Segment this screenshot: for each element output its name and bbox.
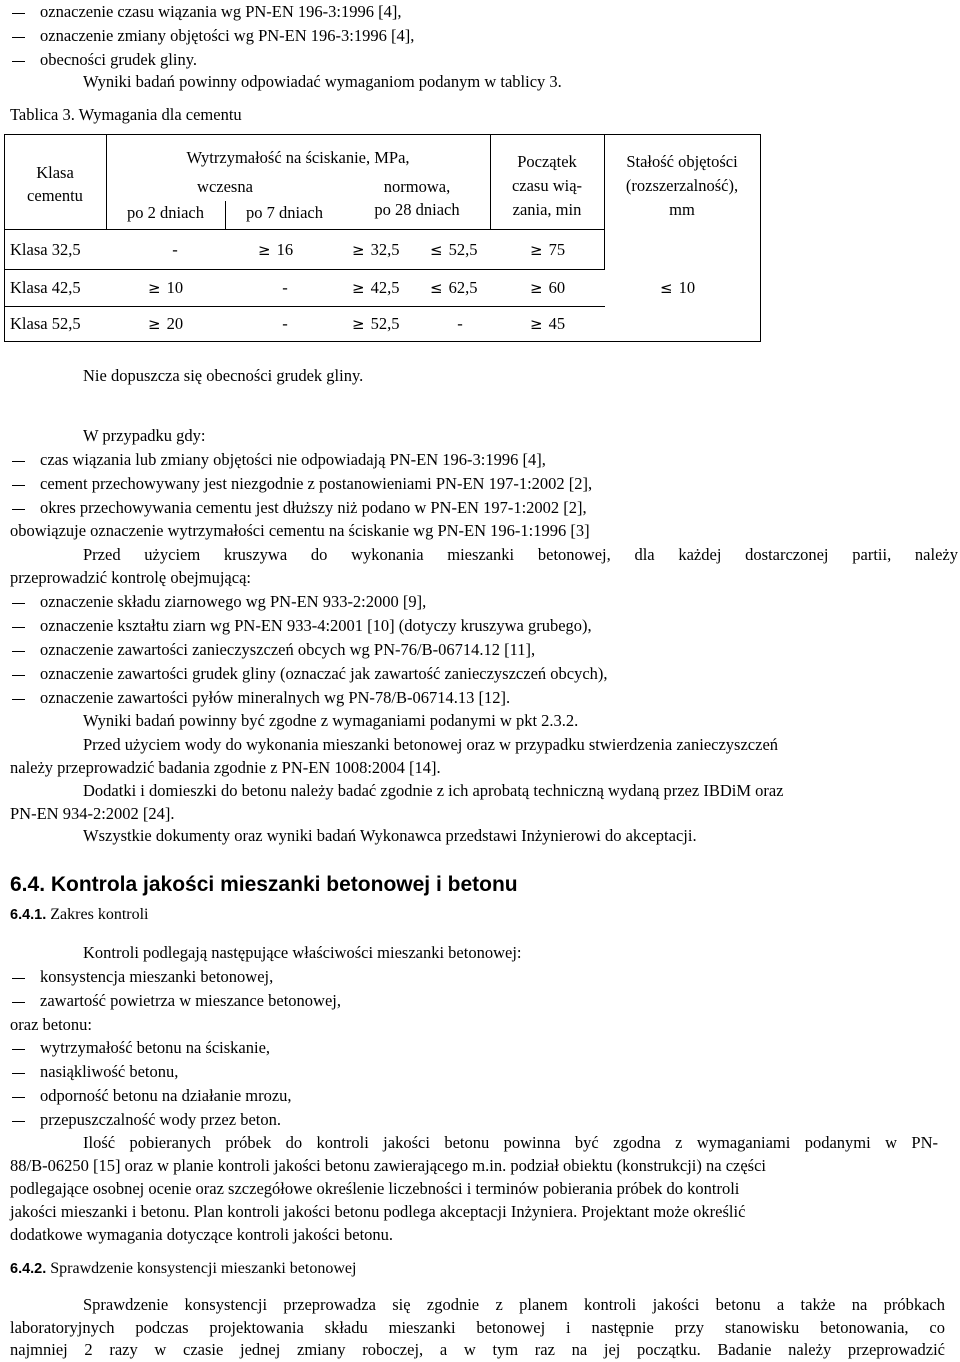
list-item: oznaczenie zawartości zanieczyszczeń obcych wg PN-76/B-06714.12 [11], <box>40 640 536 659</box>
list-dash <box>12 675 25 676</box>
subsection-heading: 6.4.2. Sprawdzenie konsystencji mieszanki betonowej <box>10 1260 357 1277</box>
header-stalosc: Stałość objętości <box>626 152 738 171</box>
paragraph: obowiązuje oznaczenie wytrzymałości cementu na ściskanie wg PN-EN 196-1:1996 [3] <box>10 521 590 540</box>
list-item: oznaczenie składu ziarnowego wg PN-EN 933-2:2000 [9], <box>40 592 427 611</box>
header-wczesna: wczesna <box>197 177 253 196</box>
paragraph: Wyniki badań powinny być zgodne z wymaganiami podanymi w pkt 2.3.2. <box>83 711 579 730</box>
table-cell: - <box>172 240 178 259</box>
header-poczatek: czasu wią- <box>511 176 583 195</box>
list-dash <box>12 1121 25 1122</box>
header-klasa: cementu <box>27 186 83 205</box>
paragraph: dodatkowe wymagania dotyczące kontroli jakości betonu. <box>10 1225 394 1244</box>
list-item: wytrzymałość betonu na ściskanie, <box>40 1038 271 1057</box>
section-heading: 6.4. Kontrola jakości mieszanki betonowej i betonu <box>10 873 518 896</box>
paragraph: przeprowadzić kontrolę obejmującą: <box>10 568 251 587</box>
header-klasa: Klasa <box>36 163 74 182</box>
table-cell-stalosc: ≤ 10 <box>660 278 696 297</box>
table-cell: - <box>457 314 463 333</box>
table-cell: ≤ 62,5 <box>430 278 478 297</box>
ge-symbol: ≥ <box>530 315 543 333</box>
list-item: oznaczenie zawartości grudek gliny (oznaczać jak zawartość zanieczyszczeń obcych), <box>40 664 608 683</box>
paragraph: 88/B-06250 [15] oraz w planie kontroli jakości betonu zawierającego m.in. podział obiektu (konstrukcji) na części <box>10 1156 767 1175</box>
header-strength: Wytrzymałość na ściskanie, MPa, <box>186 148 410 167</box>
ge-symbol: ≥ <box>258 241 271 259</box>
table-cell: ≥ 52,5 <box>352 314 400 333</box>
list-dash <box>12 37 25 38</box>
list-dash <box>12 461 25 462</box>
paragraph: najmniej 2 razy w czasie jednej zmiany roboczej, a w tym raz na jej początku. Badanie należy przeprowadzić <box>10 1340 945 1359</box>
list-item: odporność betonu na działanie mrozu, <box>40 1086 292 1105</box>
paragraph: Sprawdzenie konsystencji przeprowadza się zgodnie z planem kontroli jakości betonu a także na próbkach <box>83 1295 945 1314</box>
list-dash <box>12 699 25 700</box>
ge-symbol: ≥ <box>148 279 161 297</box>
table-cell: ≥ 16 <box>258 240 294 259</box>
list-item: konsystencja mieszanki betonowej, <box>40 967 274 986</box>
list-dash <box>12 509 25 510</box>
le-symbol: ≤ <box>430 241 443 259</box>
table-cell: ≥ 20 <box>148 314 184 333</box>
list-item: obecności grudek gliny. <box>40 50 198 69</box>
header-normowa: po 28 dniach <box>374 200 460 219</box>
list-dash <box>12 627 25 628</box>
ge-symbol: ≥ <box>352 241 365 259</box>
table-cell: ≤ 52,5 <box>430 240 478 259</box>
ge-symbol: ≥ <box>352 315 365 333</box>
paragraph: Ilość pobieranych próbek do kontroli jakości betonu powinna być zgodna z wymaganiami podanymi w PN- <box>83 1133 938 1152</box>
table-row-label: Klasa 32,5 <box>10 240 81 259</box>
paragraph: jakości mieszanki i betonu. Plan kontroli jakości betonu podlega akceptacji Inżyniera. Projektant może określić <box>10 1202 746 1221</box>
table-cell: ≥ 60 <box>530 278 566 297</box>
list-dash <box>12 13 25 14</box>
list-dash <box>12 485 25 486</box>
table-cell: ≥ 10 <box>148 278 184 297</box>
list-item: oznaczenie zmiany objętości wg PN-EN 196-3:1996 [4], <box>40 26 415 45</box>
paragraph: PN-EN 934-2:2002 [24]. <box>10 804 175 823</box>
table-cell: ≥ 45 <box>530 314 566 333</box>
table-cell: ≥ 42,5 <box>352 278 400 297</box>
list-item: oznaczenie czasu wiązania wg PN-EN 196-3:1996 [4], <box>40 2 402 21</box>
list-dash <box>12 603 25 604</box>
le-symbol: ≤ <box>430 279 443 297</box>
list-item: oznaczenie zawartości pyłów mineralnych wg PN-78/B-06714.13 [12]. <box>40 688 511 707</box>
paragraph: Przed użyciem wody do wykonania mieszanki betonowej oraz w przypadku stwierdzenia zanieczyszczeń <box>83 735 779 754</box>
paragraph: laboratoryjnych podczas projektowania składu mieszanki betonowej i następnie przy stanowisku betonowania, co <box>10 1318 945 1337</box>
list-item: przepuszczalność wody przez beton. <box>40 1110 281 1129</box>
list-item: oznaczenie kształtu ziarn wg PN-EN 933-4:2001 [10] (dotyczy kruszywa grubego), <box>40 616 592 635</box>
table-row-label: Klasa 42,5 <box>10 278 81 297</box>
ge-symbol: ≥ <box>530 241 543 259</box>
list-dash <box>12 1049 25 1050</box>
header-stalosc: (rozszerzalność), <box>625 176 739 195</box>
paragraph: podlegające osobnej ocenie oraz szczegółowe określenie liczebności i terminów pobierania próbek do kontroli <box>10 1179 740 1198</box>
header-poczatek: Początek <box>517 152 577 171</box>
paragraph: należy przeprowadzić badania zgodnie z PN-EN 1008:2004 [14]. <box>10 758 441 777</box>
header-po7: po 7 dniach <box>246 203 323 222</box>
header-poczatek: zania, min <box>512 200 582 219</box>
le-symbol: ≤ <box>660 279 673 297</box>
table-row-label: Klasa 52,5 <box>10 314 81 333</box>
results-note: Wyniki badań powinny odpowiadać wymaganiom podanym w tablicy 3. <box>83 72 562 91</box>
list-dash <box>12 978 25 979</box>
list-item: nasiąkliwość betonu, <box>40 1062 179 1081</box>
list-dash <box>12 1097 25 1098</box>
note-gliny: Nie dopuszcza się obecności grudek gliny. <box>83 366 364 385</box>
table-caption: Tablica 3. Wymagania dla cementu <box>10 105 242 124</box>
list-dash <box>12 1002 25 1003</box>
header-normowa: normowa, <box>383 177 451 196</box>
paragraph: oraz betonu: <box>10 1015 93 1034</box>
paragraph: Wszystkie dokumenty oraz wyniki badań Wykonawca przedstawi Inżynierowi do akceptacji. <box>83 826 697 845</box>
list-item: cement przechowywany jest niezgodnie z postanowieniami PN-EN 197-1:2002 [2], <box>40 474 593 493</box>
table-cell: - <box>282 314 288 333</box>
w-przypadku: W przypadku gdy: <box>83 426 206 445</box>
ge-symbol: ≥ <box>352 279 365 297</box>
ge-symbol: ≥ <box>148 315 161 333</box>
table-cell: ≥ 32,5 <box>352 240 400 259</box>
paragraph: Przed użyciem kruszywa do wykonania mieszanki betonowej, dla każdej dostarczonej partii, należy <box>83 545 958 564</box>
paragraph: Kontroli podlegają następujące właściwości mieszanki betonowej: <box>83 943 522 962</box>
header-po2: po 2 dniach <box>127 203 204 222</box>
table-cell: - <box>282 278 288 297</box>
subsection-heading: 6.4.1. Zakres kontroli <box>10 906 149 923</box>
list-dash <box>12 1073 25 1074</box>
table-cell: ≥ 75 <box>530 240 566 259</box>
header-stalosc: mm <box>669 200 695 219</box>
paragraph: Dodatki i domieszki do betonu należy badać zgodnie z ich aprobatą techniczną wydaną przez IBDiM oraz <box>83 781 784 800</box>
list-dash <box>12 651 25 652</box>
list-item: okres przechowywania cementu jest dłuższy niż podano w PN-EN 197-1:2002 [2], <box>40 498 587 517</box>
list-dash <box>12 61 25 62</box>
list-item: zawartość powietrza w mieszance betonowej, <box>40 991 341 1010</box>
list-item: czas wiązania lub zmiany objętości nie odpowiadają PN-EN 196-3:1996 [4], <box>40 450 546 469</box>
ge-symbol: ≥ <box>530 279 543 297</box>
